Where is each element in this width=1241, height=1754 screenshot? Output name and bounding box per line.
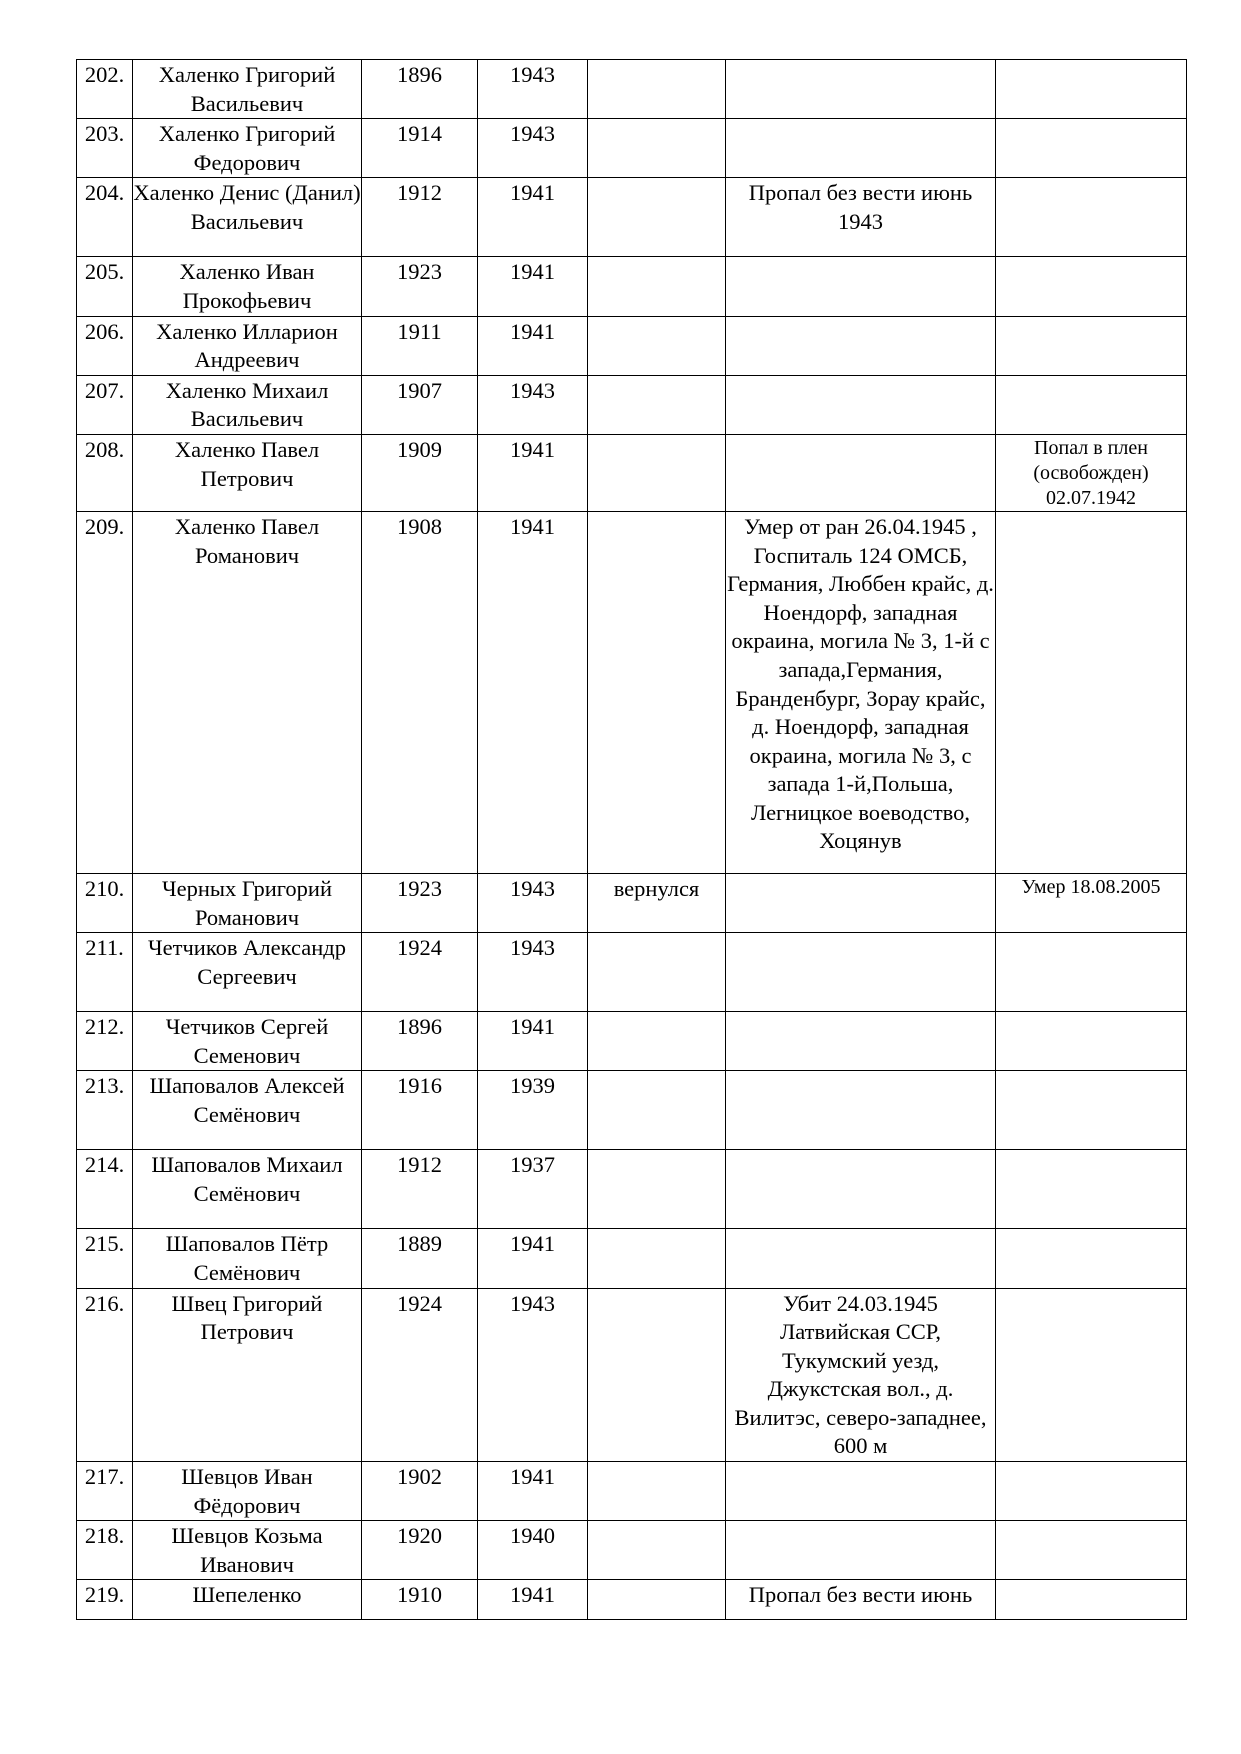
roster-body xyxy=(77,60,1187,1620)
return-status xyxy=(588,1580,726,1620)
person-name: Шепеленко xyxy=(133,1580,362,1620)
note-cell xyxy=(996,316,1187,375)
person-name: Халенко Илларион Андреевич xyxy=(133,316,362,375)
draft-year: 1941 xyxy=(478,257,588,316)
birth-year: 1909 xyxy=(362,434,478,511)
person-name: Четчиков Александр Сергеевич xyxy=(133,933,362,1012)
draft-year: 1941 xyxy=(478,1462,588,1521)
fate-details: Пропал без вести июнь xyxy=(726,1580,996,1620)
roster-table xyxy=(76,59,1187,1620)
note-cell xyxy=(996,257,1187,316)
birth-year: 1924 xyxy=(362,1288,478,1462)
table-row xyxy=(77,1071,1187,1150)
draft-year: 1941 xyxy=(478,1229,588,1288)
draft-year: 1943 xyxy=(478,60,588,119)
draft-year: 1941 xyxy=(478,434,588,511)
note-cell xyxy=(996,375,1187,434)
fate-details xyxy=(726,434,996,511)
birth-year: 1923 xyxy=(362,873,478,932)
fate-details xyxy=(726,1229,996,1288)
draft-year: 1943 xyxy=(478,1288,588,1462)
row-number: 216. xyxy=(77,1288,133,1462)
row-number: 206. xyxy=(77,316,133,375)
draft-year: 1943 xyxy=(478,873,588,932)
row-number: 207. xyxy=(77,375,133,434)
birth-year: 1923 xyxy=(362,257,478,316)
return-status xyxy=(588,375,726,434)
note-cell xyxy=(996,933,1187,1012)
fate-details xyxy=(726,119,996,178)
note-cell: Умер 18.08.2005 xyxy=(996,873,1187,932)
birth-year: 1912 xyxy=(362,178,478,257)
return-status xyxy=(588,119,726,178)
return-status xyxy=(588,257,726,316)
person-name: Шаповалов Михаил Семёнович xyxy=(133,1150,362,1229)
row-number: 202. xyxy=(77,60,133,119)
note-cell xyxy=(996,1462,1187,1521)
birth-year: 1907 xyxy=(362,375,478,434)
fate-details xyxy=(726,1150,996,1229)
table-row xyxy=(77,316,1187,375)
row-number: 217. xyxy=(77,1462,133,1521)
row-number: 212. xyxy=(77,1012,133,1071)
note-cell xyxy=(996,1288,1187,1462)
birth-year: 1912 xyxy=(362,1150,478,1229)
note-cell xyxy=(996,1229,1187,1288)
draft-year: 1941 xyxy=(478,1012,588,1071)
birth-year: 1914 xyxy=(362,119,478,178)
fate-details xyxy=(726,1462,996,1521)
return-status xyxy=(588,1462,726,1521)
return-status xyxy=(588,316,726,375)
draft-year: 1937 xyxy=(478,1150,588,1229)
person-name: Халенко Иван Прокофьевич xyxy=(133,257,362,316)
return-status xyxy=(588,434,726,511)
return-status xyxy=(588,1229,726,1288)
row-number: 214. xyxy=(77,1150,133,1229)
return-status xyxy=(588,1521,726,1580)
fate-details xyxy=(726,60,996,119)
birth-year: 1920 xyxy=(362,1521,478,1580)
table-row xyxy=(77,873,1187,932)
draft-year: 1943 xyxy=(478,119,588,178)
row-number: 204. xyxy=(77,178,133,257)
row-number: 213. xyxy=(77,1071,133,1150)
return-status xyxy=(588,1071,726,1150)
fate-details: Убит 24.03.1945 Латвийская ССР, Тукумский уезд, Джукстская вол., д. Вилитэс, северо-западнее, 600 м xyxy=(726,1288,996,1462)
table-row xyxy=(77,511,1187,873)
person-name: Шаповалов Алексей Семёнович xyxy=(133,1071,362,1150)
birth-year: 1908 xyxy=(362,511,478,873)
person-name: Шаповалов Пётр Семёнович xyxy=(133,1229,362,1288)
table-row xyxy=(77,1229,1187,1288)
note-cell xyxy=(996,1071,1187,1150)
return-status xyxy=(588,933,726,1012)
draft-year: 1941 xyxy=(478,316,588,375)
draft-year: 1941 xyxy=(478,1580,588,1620)
fate-details: Пропал без вести июнь 1943 xyxy=(726,178,996,257)
birth-year: 1911 xyxy=(362,316,478,375)
person-name: Халенко Павел Петрович xyxy=(133,434,362,511)
row-number: 210. xyxy=(77,873,133,932)
row-number: 215. xyxy=(77,1229,133,1288)
fate-details xyxy=(726,873,996,932)
row-number: 211. xyxy=(77,933,133,1012)
note-cell xyxy=(996,1521,1187,1580)
birth-year: 1916 xyxy=(362,1071,478,1150)
birth-year: 1896 xyxy=(362,1012,478,1071)
row-number: 218. xyxy=(77,1521,133,1580)
table-row xyxy=(77,1462,1187,1521)
fate-details xyxy=(726,1521,996,1580)
row-number: 205. xyxy=(77,257,133,316)
person-name: Халенко Денис (Данил) Васильевич xyxy=(133,178,362,257)
return-status xyxy=(588,60,726,119)
table-row xyxy=(77,1288,1187,1462)
person-name: Халенко Михаил Васильевич xyxy=(133,375,362,434)
draft-year: 1940 xyxy=(478,1521,588,1580)
birth-year: 1924 xyxy=(362,933,478,1012)
person-name: Халенко Григорий Васильевич xyxy=(133,60,362,119)
table-row xyxy=(77,1580,1187,1620)
fate-details xyxy=(726,1071,996,1150)
fate-details xyxy=(726,1012,996,1071)
draft-year: 1939 xyxy=(478,1071,588,1150)
birth-year: 1896 xyxy=(362,60,478,119)
return-status xyxy=(588,1288,726,1462)
person-name: Шевцов Козьма Иванович xyxy=(133,1521,362,1580)
table-row xyxy=(77,257,1187,316)
note-cell: Попал в плен (освобожден) 02.07.1942 xyxy=(996,434,1187,511)
return-status xyxy=(588,1150,726,1229)
return-status xyxy=(588,511,726,873)
return-status xyxy=(588,1012,726,1071)
person-name: Халенко Григорий Федорович xyxy=(133,119,362,178)
row-number: 203. xyxy=(77,119,133,178)
fate-details xyxy=(726,316,996,375)
birth-year: 1902 xyxy=(362,1462,478,1521)
table-row xyxy=(77,375,1187,434)
birth-year: 1889 xyxy=(362,1229,478,1288)
table-row xyxy=(77,933,1187,1012)
note-cell xyxy=(996,178,1187,257)
row-number: 209. xyxy=(77,511,133,873)
note-cell xyxy=(996,1150,1187,1229)
person-name: Черных Григорий Романович xyxy=(133,873,362,932)
fate-details xyxy=(726,375,996,434)
table-row xyxy=(77,1521,1187,1580)
table-row xyxy=(77,119,1187,178)
note-cell xyxy=(996,1580,1187,1620)
note-cell xyxy=(996,119,1187,178)
note-cell xyxy=(996,511,1187,873)
note-cell xyxy=(996,1012,1187,1071)
draft-year: 1943 xyxy=(478,375,588,434)
table-row xyxy=(77,1012,1187,1071)
fate-details xyxy=(726,257,996,316)
table-row xyxy=(77,178,1187,257)
row-number: 208. xyxy=(77,434,133,511)
draft-year: 1941 xyxy=(478,511,588,873)
person-name: Халенко Павел Романович xyxy=(133,511,362,873)
table-row xyxy=(77,60,1187,119)
return-status: вернулся xyxy=(588,873,726,932)
person-name: Швец Григорий Петрович xyxy=(133,1288,362,1462)
table-row xyxy=(77,1150,1187,1229)
return-status xyxy=(588,178,726,257)
fate-details xyxy=(726,933,996,1012)
note-cell xyxy=(996,60,1187,119)
table-row xyxy=(77,434,1187,511)
fate-details: Умер от ран 26.04.1945 , Госпиталь 124 ОМСБ, Германия, Люббен крайс, д. Ноендорф, западная окраина, могила № 3, 1-й с запада,Германия, Бранденбург, Зорау крайс, д. Ноендорф, западная окраина, могила № 3, с запада 1-й,Польша, Легницкое воеводство, Хоцянув xyxy=(726,511,996,873)
person-name: Шевцов Иван Фёдорович xyxy=(133,1462,362,1521)
draft-year: 1943 xyxy=(478,933,588,1012)
row-number: 219. xyxy=(77,1580,133,1620)
person-name: Четчиков Сергей Семенович xyxy=(133,1012,362,1071)
birth-year: 1910 xyxy=(362,1580,478,1620)
draft-year: 1941 xyxy=(478,178,588,257)
